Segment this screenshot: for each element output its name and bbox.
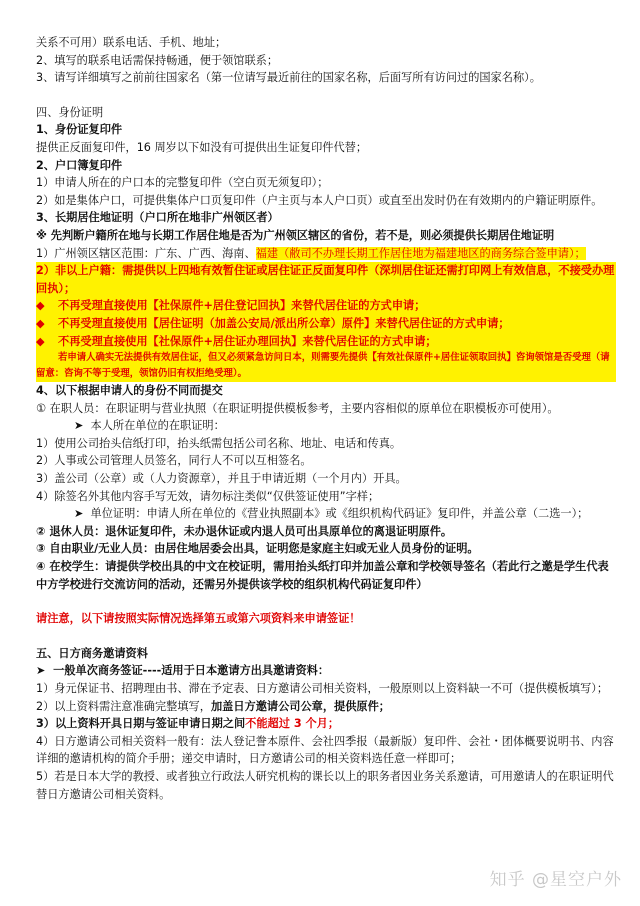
residence-rule-3 xyxy=(36,333,616,351)
retired-line: ② 退休人员：退休证复印件，未办退休证或内退人员可出具原单位的离退证明原件。 xyxy=(36,524,453,538)
employed-sub-heading-2-text: 单位证明：申请人所在单位的《营业执照副本》或《组织机构代码证》复印件，并盖公章（二选一）； xyxy=(90,507,589,521)
section-5-heading: 五、日方商务邀请资料 xyxy=(36,646,148,660)
hukou-item-2: 2）如是集体户口，可提供集体户口页复印件（户主页与本人户口页）或直至出发时仍在有效期内的户籍证明原件。 xyxy=(36,193,603,207)
student-line: ④ 在校学生：请提供学校出具的中文在校证明，需用抬头纸打印并加盖公章和学校领导签名（若此行之邀是学生代表中方学校进行交流访问的活动，还需另外提供该学校的组织机构代码证复印件） xyxy=(36,560,609,591)
residence-rule-2 xyxy=(36,315,616,333)
employed-item-3: 3）盖公司（公章）或（人力资源章），并且于申请近期（一个月内）开具。 xyxy=(36,472,407,486)
contact-line-1: 关系不可用）联系电话、手机、地址； xyxy=(36,36,227,49)
hukou-item-1: 1）申请人所在的户口本的完整复印件（空白页无须复印）； xyxy=(36,176,329,190)
section-5-item-3-text: 3）以上资料开具日期与签证申请日期之间 xyxy=(36,717,246,731)
employed-item-2: 2）人事或公司管理人员签名，同行人不可以互相签名。 xyxy=(36,454,312,468)
contact-line-2: 2、填写的联系电话需保持畅通，便于领馆联系； xyxy=(36,53,279,67)
employed-sub-heading-2 xyxy=(36,505,616,523)
diamond-icon: ◆ xyxy=(36,316,45,330)
section-5-sub xyxy=(36,662,616,680)
residence-note: ※ 先判断户籍所在地与长期工作居住地是否为广州领区辖区的省份，若不是，则必须提供长期居住地证明 xyxy=(36,228,555,242)
residence-item-1 xyxy=(36,245,616,263)
residence-item-1-red: 福建（敝司不办理长期工作居住地为福建地区的商务综合签申请）； xyxy=(255,246,586,260)
hukou-heading: 2、户口簿复印件 xyxy=(36,158,123,172)
section-4-heading: 四、身份证明 xyxy=(36,105,104,119)
residence-exception: 若申请人确实无法提供有效居住证，但又必须紧急访问日本，则需要先提供【有效社保原件+居住证领取回执】咨询领馆是否受理（请留意：咨询不等于受理，领馆仍旧有权拒绝受理）。 xyxy=(36,350,616,382)
section-5-item-2-text: 2）以上资料需注意准确完整填写， xyxy=(36,699,211,713)
residence-item-2: 2）非以上户籍：需提供以上四地有效暂住证或居住证正反面复印件（深圳居住证还需打印网上有效信息，不接受办理回执）； xyxy=(36,262,616,297)
employed-sub-heading xyxy=(36,417,616,435)
arrow-icon: ➤ xyxy=(36,664,54,678)
residence-rule-2-text: 不再受理直接使用【居住证明（加盖公安局/派出所公章）原件】来替代居住证的方式申请； xyxy=(58,316,510,330)
residence-item-1-text: 1）广州领区辖区范围：广东、广西、海南、 xyxy=(36,246,256,260)
notice-line: 请注意，以下请按照实际情况选择第五或第六项资料来申请签证！ xyxy=(36,612,361,626)
residence-rule-1-text: 不再受理直接使用【社保原件+居住登记回执】来替代居住证的方式申请； xyxy=(58,299,426,313)
employed-item-4: 4）除签名外其他内容手写无效，请勿标注类似“仅供签证使用”字样； xyxy=(36,489,380,503)
employed-sub-heading-text: 本人所在单位的在职证明： xyxy=(90,419,225,433)
diamond-icon: ◆ xyxy=(36,299,45,313)
section-5-item-2 xyxy=(36,698,616,716)
id-card-text: 提供正反面复印件，16 周岁以下如没有可提供出生证复印件代替； xyxy=(36,140,368,154)
diamond-icon: ◆ xyxy=(36,334,45,348)
employed-item-1: 1）使用公司抬头信纸打印，抬头纸需包括公司名称、地址、电话和传真。 xyxy=(36,436,402,450)
identity-heading: 4、以下根据申请人的身份不同而提交 xyxy=(36,384,223,398)
section-5-sub-text: 一般单次商务签证----适用于日本邀请方出具邀请资料： xyxy=(53,664,330,678)
arrow-icon: ➤ xyxy=(74,419,91,433)
section-5-item-1: 1）身元保证书、招聘理由书、滞在予定表、日方邀请公司相关资料，一般原则以上资料缺一不可（提供模板填写）； xyxy=(36,682,609,695)
residence-heading: 3、长期居住地证明（户口所在地非广州领区者） xyxy=(36,211,279,225)
id-card-heading: 1、身份证复印件 xyxy=(36,123,123,137)
section-5-item-5: 5）若是日本大学的教授、或者独立行政法人研究机构的课长以上的职务者因业务关系邀请，可用邀请人的在职证明代替日方邀请公司相关资料。 xyxy=(36,769,614,801)
section-5-item-4: 4）日方邀请公司相关资料一般有：法人登记誊本原件、会社四季报（最新版）复印件、会社・团体概要说明书、内容详细的邀请机构的简介手册；递交申请时，日方邀请公司的相关资料选任意一样即可； xyxy=(36,734,614,766)
section-5-item-2-bold: 加盖日方邀请公司公章，提供原件； xyxy=(210,699,390,713)
watermark: 知乎 @星空户外 xyxy=(489,870,622,890)
arrow-icon: ➤ xyxy=(74,507,91,521)
section-5-item-3 xyxy=(36,715,616,733)
document-page xyxy=(36,34,616,803)
contact-line-3: 3、请写详细填写之前前往国家名（第一位请写最近前往的国家名称，后面写所有访问过的国家名称）。 xyxy=(36,71,541,85)
freelance-line: ③ 自由职业/无业人员：由居住地居委会出具，证明您是家庭主妇或无业人员身份的证明。 xyxy=(36,542,479,556)
residence-rule-1 xyxy=(36,297,616,315)
employed-line: ① 在职人员：在职证明与营业执照（在职证明提供模板参考，主要内容相似的原单位在职模板亦可使用）。 xyxy=(36,401,559,415)
section-5-item-3-red: 不能超过 3 个月； xyxy=(245,717,340,731)
residence-rule-3-text: 不再受理直接使用【社保原件+居住证办理回执】来替代居住证的方式申请； xyxy=(58,334,437,348)
